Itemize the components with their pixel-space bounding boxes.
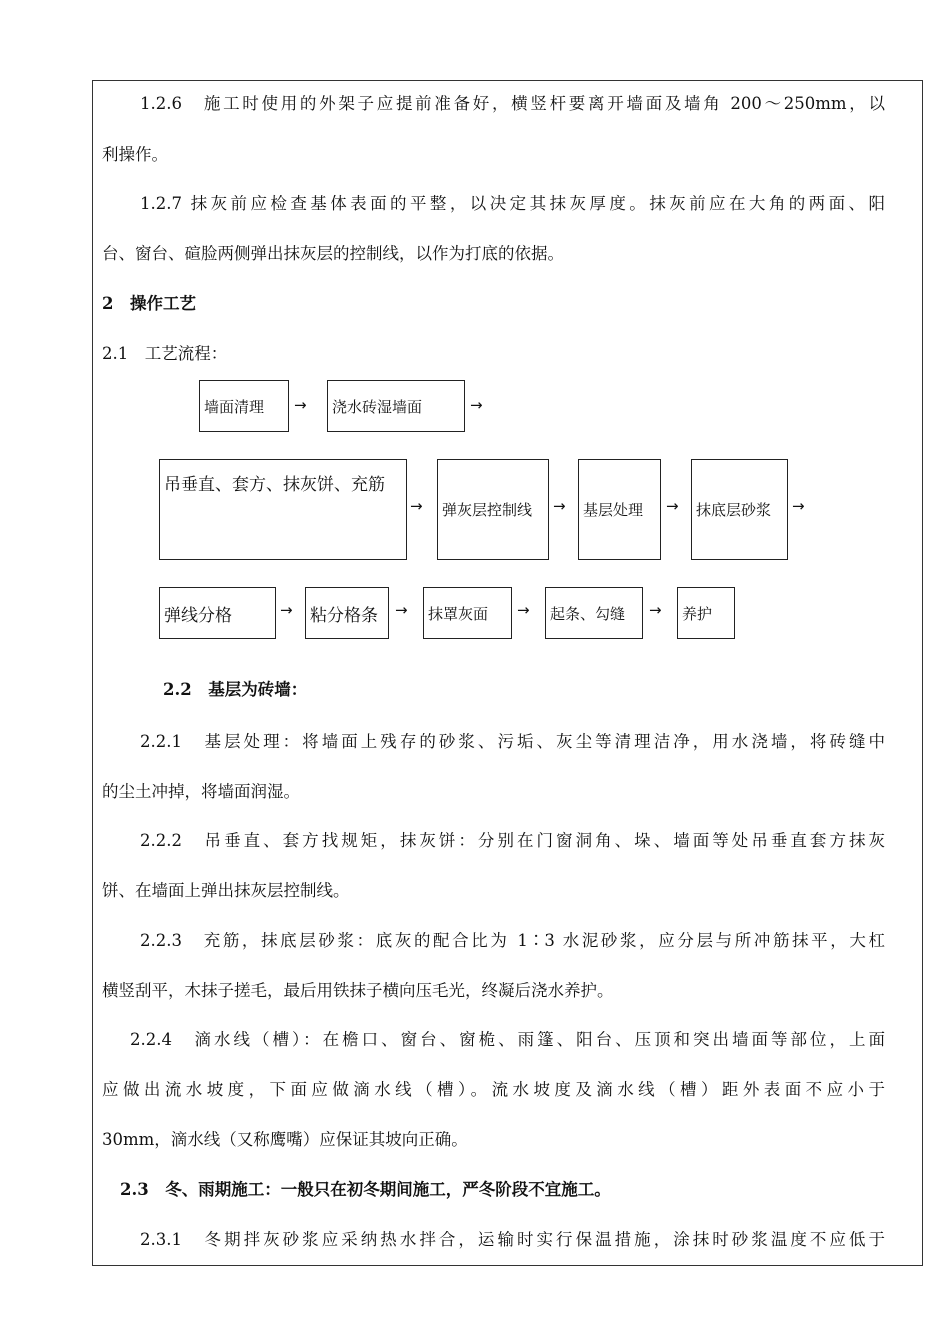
flow-arrow: →	[470, 396, 483, 414]
flow-arrow: →	[410, 497, 423, 515]
paragraph-2-2-3-line2: 横竖刮平，木抹子搓毛，最后用铁抹子横向压毛光，终凝后浇水养护。	[102, 981, 614, 1000]
flow-arrow: →	[553, 497, 566, 515]
paragraph-2-2-4-line3: 30mm，滴水线（又称鹰嘴）应保证其坡向正确。	[102, 1130, 468, 1149]
heading-2-3: 2.3 冬、雨期施工：一般只在初冬期间施工，严冬阶段不宜施工。	[120, 1180, 611, 1199]
paragraph-2-3-1-line1: 2.3.1 冬期拌灰砂浆应采纳热水拌合，运输时实行保温措施，涂抹时砂浆温度不应低于	[140, 1230, 885, 1249]
paragraph-1-2-6-line2: 利操作。	[102, 145, 168, 164]
flow-box-wall-cleaning: 墙面清理	[199, 380, 289, 432]
flow-arrow: →	[666, 497, 679, 515]
flow-arrow: →	[280, 601, 293, 619]
flow-box-plumb-square: 吊垂直、套方、抹灰饼、充筋	[159, 459, 407, 560]
heading-2-2: 2.2 基层为砖墙：	[163, 680, 308, 699]
paragraph-2-2-3-line1: 2.2.3 充筋，抹底层砂浆：底灰的配合比为 1∶3 水泥砂浆，应分层与所冲筋抹平，大杠	[140, 931, 885, 950]
flow-box-base-mortar: 抹底层砂浆	[691, 459, 788, 560]
paragraph-2-2-4-line1: 2.2.4 滴水线（槽）：在檐口、窗台、窗桅、雨篷、阳台、压顶和突出墙面等部位，上面	[130, 1030, 885, 1049]
flow-box-base-treatment: 基层处理	[578, 459, 661, 560]
flow-box-finish-coat: 抹罩灰面	[423, 587, 512, 639]
paragraph-2-2-2-line1: 2.2.2 吊垂直、套方找规矩，抹灰饼：分别在门窗洞角、垛、墙面等处吊垂直套方抹灰	[140, 831, 885, 850]
heading-2-1: 2.1 工艺流程：	[102, 344, 228, 363]
paragraph-2-2-2-line2: 饼、在墙面上弹出抹灰层控制线。	[102, 881, 350, 900]
flow-box-strip-pointing: 起条、勾缝	[545, 587, 643, 639]
flow-box-grid-strips: 粘分格条	[305, 587, 389, 639]
flow-arrow: →	[792, 497, 805, 515]
paragraph-1-2-6-line1: 1.2.6 施工时使用的外架子应提前准备好，横竖杆要离开墙面及墙角 200～250mm，以	[140, 94, 885, 113]
flow-arrow: →	[294, 396, 307, 414]
paragraph-2-2-1-line1: 2.2.1 基层处理：将墙面上残存的砂浆、污垢、灰尘等清理洁净，用水浇墙，将砖缝中	[140, 732, 885, 751]
flow-arrow: →	[395, 601, 408, 619]
flow-box-control-line: 弹灰层控制线	[437, 459, 549, 560]
heading-2: 2 操作工艺	[102, 294, 196, 313]
flow-box-wet-wall: 浇水砖湿墙面	[327, 380, 465, 432]
paragraph-1-2-7-line2: 台、窗台、碹脸两侧弹出抹灰层的控制线，以作为打底的依据。	[102, 244, 564, 263]
flow-arrow: →	[649, 601, 662, 619]
flow-box-curing: 养护	[677, 587, 735, 639]
paragraph-2-2-4-line2: 应做出流水坡度，下面应做滴水线（槽）。流水坡度及滴水线（槽）距外表面不应小于	[102, 1080, 885, 1099]
flow-arrow: →	[517, 601, 530, 619]
paragraph-1-2-7-line1: 1.2.7 抹灰前应检查基体表面的平整，以决定其抹灰厚度。抹灰前应在大角的两面、阳	[140, 194, 885, 213]
paragraph-2-2-1-line2: 的尘土冲掉，将墙面润湿。	[102, 782, 300, 801]
flow-box-grid-lines: 弹线分格	[159, 587, 276, 639]
